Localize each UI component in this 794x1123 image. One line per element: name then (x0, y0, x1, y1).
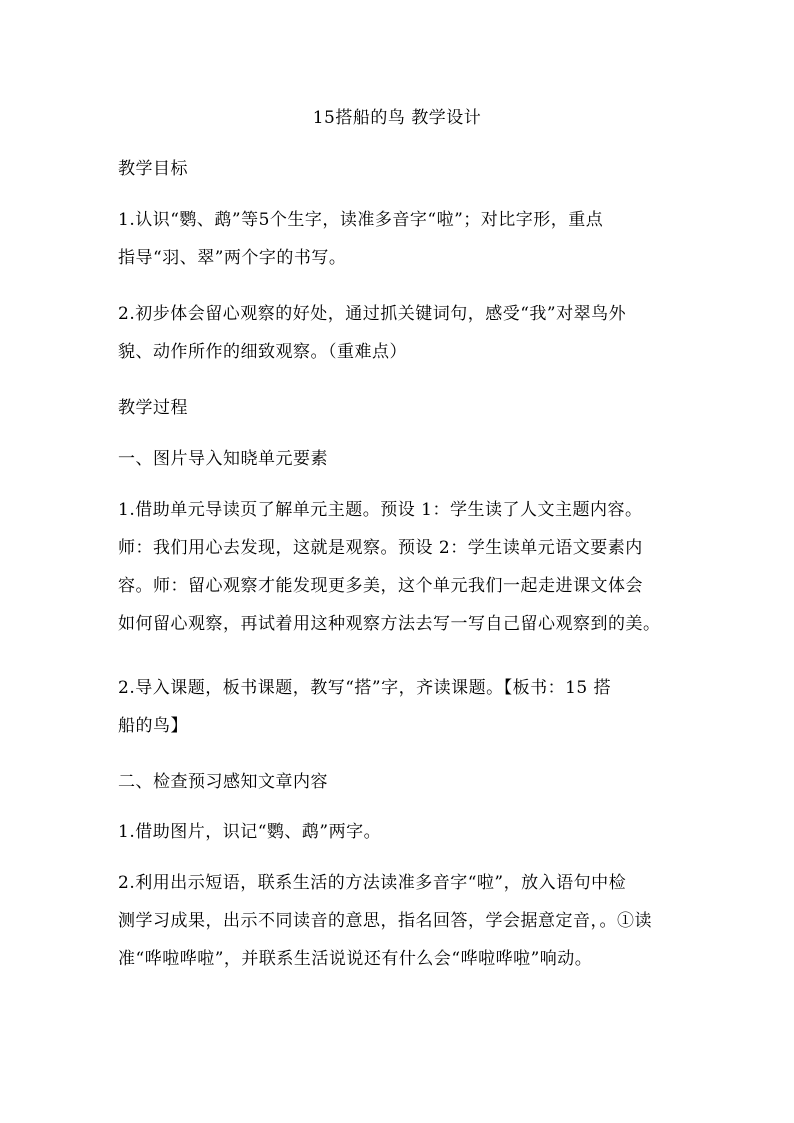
part2-item-2-line-2: 测学习成果，出示不同读音的意思，指名回答，学会据意定音，。①读 (118, 911, 652, 931)
goal-item-2-line-2: 貌、动作所作的细致观察。（重难点） (118, 342, 407, 362)
goal-item-2-line-1: 2.初步体会留心观察的好处，通过抓关键词句，感受“我”对翠鸟外 (118, 304, 627, 324)
goal-item-1-line-1: 1.认识“鹦、鹉”等5个生字，读准多音字“啦”；对比字形，重点 (118, 210, 604, 230)
part2-item-2-line-1: 2.利用出示短语，联系生活的方法读准多音字“啦”，放入语句中检 (118, 873, 627, 893)
part1-item-1-line-2: 师：我们用心去发现，这就是观察。预设 2：学生读单元语文要素内 (118, 538, 643, 558)
part1-item-1 (118, 491, 680, 643)
process-heading: 教学过程 (118, 398, 188, 418)
part2-item-1: 1.借助图片，识记“鹦、鹉”两字。 (118, 822, 382, 842)
part1-item-1-line-3: 容。师：留心观察才能发现更多美，这个单元我们一起走进课文体会 (118, 576, 643, 596)
part1-item-1-line-4: 如何留心观察，再试着用这种观察方法去写一写自己留心观察到的美。 (118, 614, 661, 634)
part1-item-2-line-1: 2.导入课题，板书课题，教写“搭”字，齐读课题。【板书：15 搭 (118, 678, 612, 698)
page-title: 15搭船的鸟 教学设计 (312, 108, 482, 128)
part2-item-2 (118, 864, 680, 978)
part1-heading: 一、图片导入知晓单元要素 (118, 449, 328, 469)
part2-item-2-line-3: 准“哗啦哗啦”，并联系生活说说还有什么会“哗啦哗啦”响动。 (118, 949, 593, 969)
part1-item-2-line-2: 船的鸟】 (118, 716, 188, 736)
goals-heading: 教学目标 (118, 159, 188, 179)
part2-heading: 二、检查预习感知文章内容 (118, 772, 328, 792)
goal-item-1-line-2: 指导“羽、翠”两个字的书写。 (118, 248, 347, 268)
goal-item-2 (118, 295, 680, 371)
part1-item-2 (118, 669, 680, 745)
part1-item-1-line-1: 1.借助单元导读页了解单元主题。预设 1：学生读了人文主题内容。 (118, 500, 643, 520)
goal-item-1 (118, 201, 680, 277)
